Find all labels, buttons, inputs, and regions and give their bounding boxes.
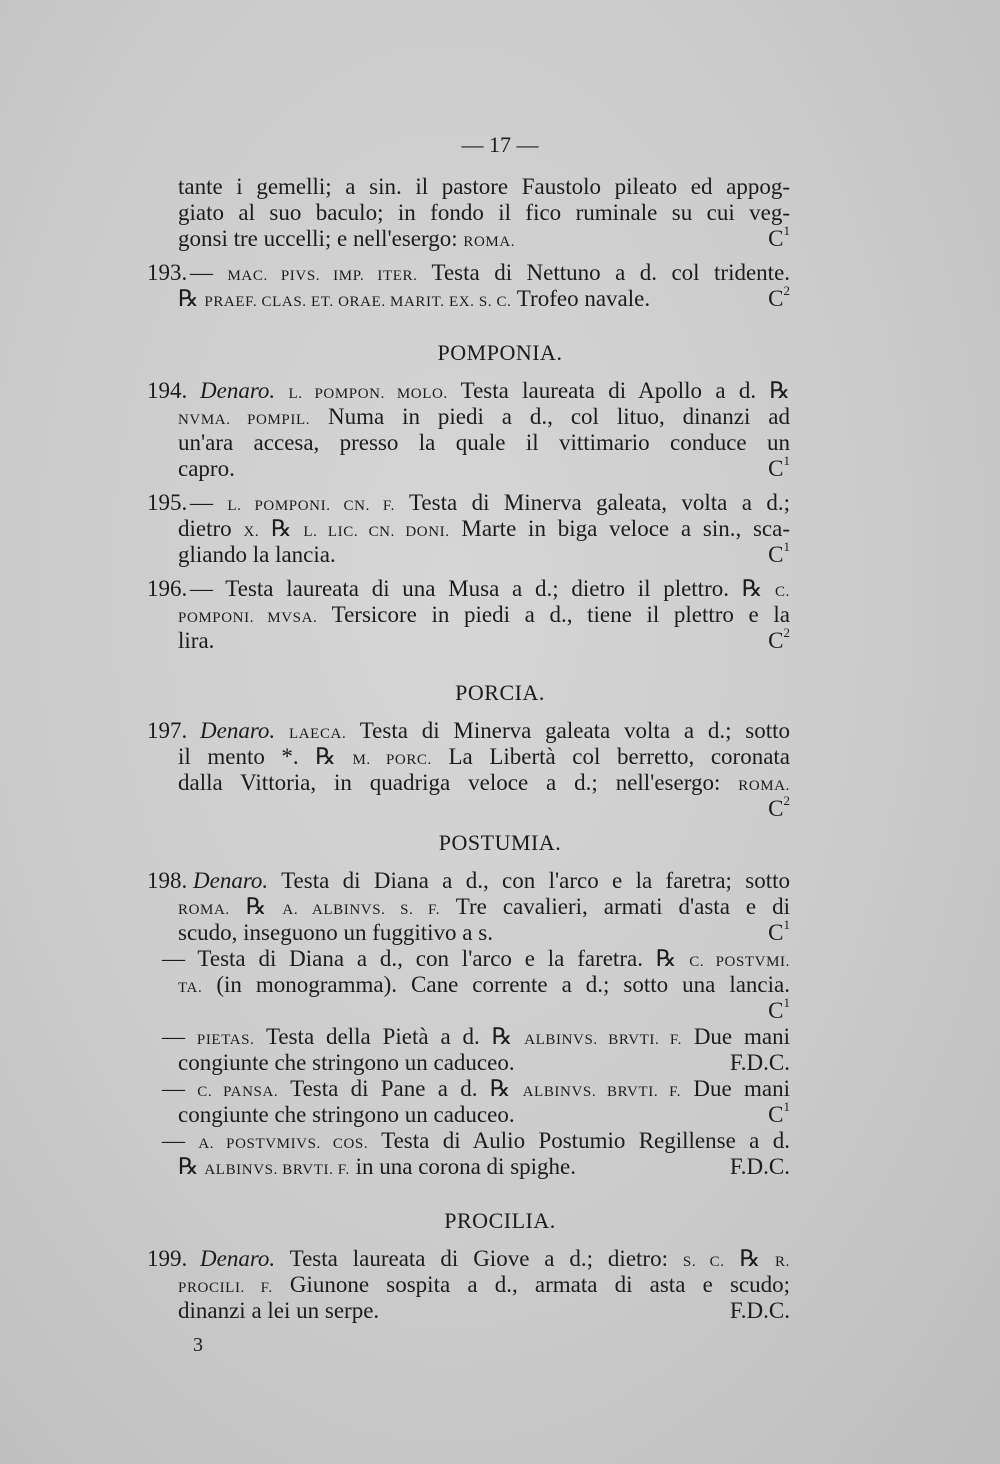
- line-text: [193, 868, 790, 894]
- text-run: Tersicore in piedi a d., tiene il plettro e la: [317, 602, 790, 627]
- text-run: Due mani: [681, 1076, 791, 1101]
- text-run: Testa di Pane a d. ℞: [278, 1076, 523, 1101]
- rarity-mark: [768, 793, 790, 822]
- line-text: [178, 602, 790, 631]
- text-run: Due mani: [681, 1024, 790, 1049]
- rarity-mark: [768, 539, 790, 568]
- text-run: — Testa di Diana a d., con l'arco e la faretra. ℞: [162, 946, 690, 971]
- rarity-mark: [768, 1099, 790, 1128]
- line-text: [178, 542, 790, 568]
- inscription-text: X.: [243, 524, 260, 540]
- line-text: [162, 1128, 790, 1157]
- rarity-mark: [768, 453, 790, 482]
- text-run: Testa di Nettuno a d. col tridente.: [417, 260, 791, 285]
- entry-number: 199.: [147, 1246, 188, 1271]
- section-heading: POSTUMIA.: [438, 830, 562, 855]
- inscription-text: ALBINVS. BRVTI. F.: [522, 1084, 682, 1100]
- line-text: [178, 628, 790, 654]
- text-run: ℞: [724, 1246, 776, 1271]
- entry-number: 198.: [147, 868, 188, 893]
- line-text: [178, 1154, 790, 1183]
- inscription-text: LAECA.: [288, 726, 347, 742]
- line-text: [178, 1102, 790, 1128]
- rarity-degree: 2: [783, 283, 790, 299]
- text-run: —: [162, 1128, 199, 1153]
- line-text: [178, 1272, 790, 1301]
- line-text: [178, 744, 790, 773]
- entry-number: 197.: [147, 718, 188, 743]
- line-text: [190, 260, 790, 289]
- line-text: [178, 894, 790, 923]
- rarity-letter: C: [768, 920, 784, 945]
- inscription-text: ALBINVS. BRVTI. F.: [204, 1162, 350, 1178]
- inscription-text: TA.: [178, 980, 203, 996]
- text-run: Numa in piedi a d., col lituo, dinanzi ad: [310, 404, 790, 429]
- inscription-text: R.: [775, 1254, 790, 1270]
- text-run: Testa di Minerva galeata, volta a d.;: [395, 490, 791, 515]
- text-run: giato al suo baculo; in fondo il fico ruminale su cui veg-: [178, 200, 790, 225]
- text-run: ℞: [178, 1154, 205, 1179]
- text-run: gonsi tre uccelli; e nell'esergo:: [178, 226, 464, 251]
- entry-number: 196.: [147, 576, 188, 601]
- rarity-letter: F.D.C.: [729, 1298, 790, 1323]
- entry-number: 194.: [147, 378, 188, 403]
- text-run: ℞: [178, 286, 205, 311]
- rarity-mark: [768, 917, 790, 946]
- rarity-degree: 1: [783, 223, 790, 239]
- line-text: [178, 1298, 790, 1324]
- text-run: Testa di Aulio Postumio Regillense a d.: [368, 1128, 790, 1153]
- inscription-text: ALBINVS. BRVTI. F.: [524, 1032, 682, 1048]
- text-run: un'ara accesa, presso la quale il vittimario conduce un: [178, 430, 790, 455]
- rarity-mark: [768, 995, 790, 1024]
- inscription-text: L. POMPONI. CN. F.: [227, 498, 396, 514]
- text-run: La Libertà col berretto, coronata: [431, 744, 791, 769]
- text-run: scudo, inseguono un fuggitivo a s.: [178, 920, 493, 945]
- line-text: [190, 576, 790, 605]
- line-text: [200, 718, 790, 747]
- rarity-letter: C: [768, 998, 784, 1023]
- text-run: Testa di Minerva galeata volta a d.; sotto: [346, 718, 791, 743]
- line-text: [178, 920, 790, 946]
- text-run: Testa di Diana a d., con l'arco e la faretra; sotto: [268, 868, 790, 893]
- text-run: tante i gemelli; a sin. il pastore Faustolo pileato ed appog-: [178, 174, 790, 199]
- line-text: [200, 378, 790, 407]
- rarity-letter: C: [768, 286, 784, 311]
- rarity-degree: 1: [783, 539, 790, 555]
- rarity-letter: C: [768, 456, 784, 481]
- rarity-degree: 2: [783, 793, 790, 809]
- inscription-text: ROMA.: [738, 778, 790, 794]
- text-run: Testa laureata di Giove a d.; dietro:: [275, 1246, 683, 1271]
- section-heading: POMPONIA.: [437, 340, 563, 365]
- inscription-text: M. PORC.: [352, 752, 432, 768]
- section-heading: PROCILIA.: [444, 1208, 556, 1233]
- line-text: [178, 174, 790, 200]
- inscription-text: ROMA.: [178, 902, 230, 918]
- page-number: — 17 —: [461, 132, 539, 157]
- line-text: [178, 972, 790, 1001]
- rarity-degree: 1: [783, 453, 790, 469]
- rarity-mark: [730, 1298, 790, 1324]
- line-text: [190, 490, 790, 519]
- text-run: dinanzi a lei un serpe.: [178, 1298, 380, 1323]
- text-run: gliando la lancia.: [178, 542, 336, 567]
- rarity-letter: F.D.C.: [729, 1050, 790, 1075]
- text-run: Giunone sospita a d., armata di asta e scudo;: [272, 1272, 790, 1297]
- inscription-text: PROCILI. F.: [178, 1280, 273, 1296]
- text-run: congiunte che stringono un caduceo.: [178, 1050, 515, 1075]
- rarity-degree: 2: [783, 625, 790, 641]
- entry-number: 193.: [147, 260, 188, 285]
- text-run: —: [162, 1076, 198, 1101]
- inscription-text: S. C.: [682, 1254, 725, 1270]
- inscription-text: NVMA. POMPIL.: [178, 412, 311, 428]
- line-text: [178, 456, 790, 482]
- rarity-letter: C: [768, 796, 784, 821]
- signature-mark: 3: [193, 1334, 203, 1356]
- italic-text: Denaro.: [200, 1246, 276, 1271]
- section-heading: PORCIA.: [455, 680, 545, 705]
- line-text: [178, 430, 790, 456]
- text-run: (in monogramma). Cane corrente a d.; sotto una lancia.: [202, 972, 790, 997]
- line-text: [178, 404, 790, 433]
- text-run: [275, 718, 289, 743]
- text-run: ℞: [229, 894, 283, 919]
- line-text: [162, 946, 790, 975]
- rarity-mark: [730, 1050, 790, 1076]
- line-text: [162, 1024, 790, 1053]
- text-run: Tre cavalieri, armati d'asta e di: [440, 894, 791, 919]
- text-run: —: [162, 1024, 197, 1049]
- text-run: in una corona di spighe.: [349, 1154, 576, 1179]
- rarity-letter: F.D.C.: [729, 1154, 790, 1179]
- inscription-text: ROMA.: [463, 234, 516, 250]
- inscription-text: POMPONI. MVSA.: [178, 610, 318, 626]
- line-text: [178, 286, 790, 315]
- line-text: [162, 1076, 790, 1105]
- text-run: [275, 378, 288, 403]
- rarity-letter: C: [768, 1102, 784, 1127]
- text-run: ℞: [259, 516, 304, 541]
- inscription-text: L. LIC. CN. DONI.: [303, 524, 450, 540]
- line-text: [178, 770, 790, 799]
- text-run: Testa della Pietà a d. ℞: [254, 1024, 525, 1049]
- inscription-text: PRAEF. CLAS. ET. ORAE. MARIT. EX. S. C.: [204, 294, 512, 310]
- italic-text: Denaro.: [193, 868, 269, 893]
- text-run: — Testa laureata di una Musa a d.; dietro il plettro. ℞: [190, 576, 776, 601]
- text-run: Trofeo navale.: [511, 286, 651, 311]
- italic-text: Denaro.: [200, 378, 276, 403]
- rarity-degree: 1: [783, 995, 790, 1011]
- italic-text: Denaro.: [200, 718, 276, 743]
- entry-number: 195.: [147, 490, 188, 515]
- text-run: —: [190, 260, 228, 285]
- text-run: Testa laureata di Apollo a d. ℞: [447, 378, 790, 403]
- inscription-text: C. POSTVMI.: [689, 954, 790, 970]
- line-text: [178, 516, 790, 545]
- inscription-text: A. POSTVMIVS. COS.: [198, 1136, 369, 1152]
- inscription-text: L. POMPON. MOLO.: [288, 386, 448, 402]
- text-run: dietro: [178, 516, 244, 541]
- rarity-letter: C: [768, 226, 784, 251]
- text-run: —: [190, 490, 228, 515]
- text-run: dalla Vittoria, in quadriga veloce a d.; nell'esergo:: [178, 770, 739, 795]
- inscription-text: PIETAS.: [196, 1032, 255, 1048]
- rarity-letter: C: [768, 542, 784, 567]
- text-run: congiunte che stringono un caduceo.: [178, 1102, 515, 1127]
- line-text: [178, 226, 790, 255]
- text-run: Marte in biga veloce a sin., sca-: [449, 516, 791, 541]
- line-text: [200, 1246, 790, 1275]
- line-text: [178, 200, 790, 226]
- rarity-mark: [768, 283, 790, 312]
- rarity-letter: C: [768, 628, 784, 653]
- inscription-text: C. PANSA.: [197, 1084, 279, 1100]
- inscription-text: A. ALBINVS. S. F.: [282, 902, 441, 918]
- rarity-mark: [768, 223, 790, 252]
- inscription-text: C.: [775, 584, 790, 600]
- rarity-degree: 1: [783, 1099, 790, 1115]
- rarity-mark: [730, 1154, 790, 1180]
- rarity-mark: [768, 625, 790, 654]
- line-text: [178, 1050, 790, 1076]
- text-run: capro.: [178, 456, 235, 481]
- rarity-degree: 1: [783, 917, 790, 933]
- text-run: lira.: [178, 628, 215, 653]
- inscription-text: MAC. PIVS. IMP. ITER.: [227, 268, 418, 284]
- text-run: il mento *. ℞: [178, 744, 353, 769]
